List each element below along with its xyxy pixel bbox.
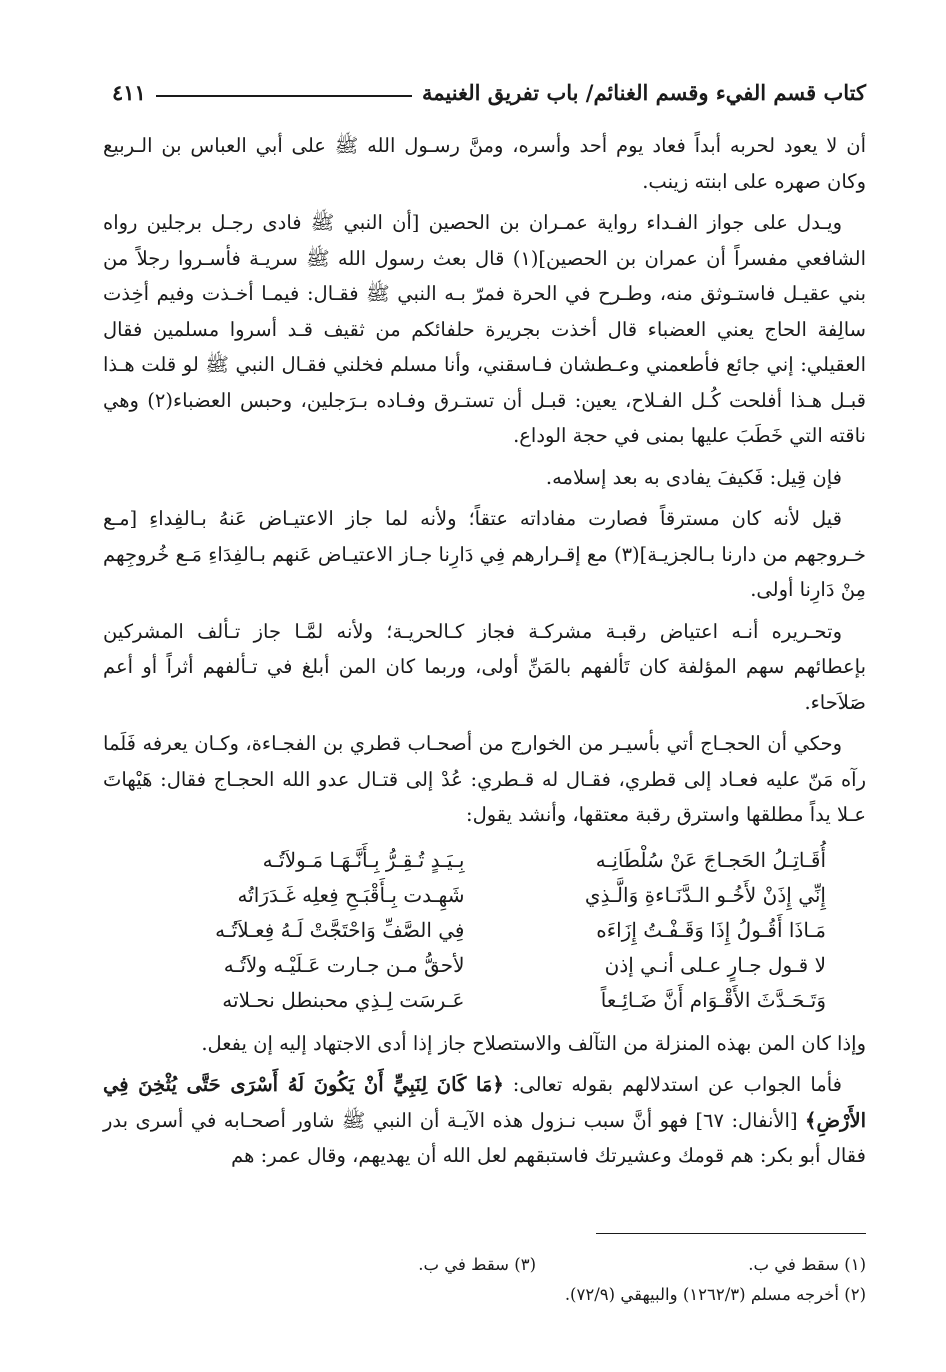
poem-second-hemistich: عَـرسَت لِـذِي محبنطل نحـلاته bbox=[222, 987, 465, 1012]
paragraph-lead: فأما الجواب عن استدلالهم بقوله تعالى: bbox=[512, 1073, 842, 1096]
poem-first-hemistich: أُقَـاتِـلُ الحَجـاجَ عَنْ سُلْطَانِـه bbox=[595, 847, 826, 872]
footnote-separator bbox=[596, 1233, 866, 1234]
footnote-1: (١) سقط في ب. bbox=[748, 1255, 866, 1274]
poem-second-hemistich: فِي الصَّفِّ وَاحْتَجَّتْ لَـهُ فِعـلاَتُـه bbox=[215, 917, 465, 942]
header-rule bbox=[156, 95, 412, 97]
header-title: كتاب قسم الفيء وقسم الغنائم/ باب تفريق الغنيمة bbox=[421, 80, 866, 105]
poem bbox=[103, 843, 866, 1018]
paragraph bbox=[103, 1067, 866, 1174]
paragraph: وإذا كان المن بهذه المنزلة من التآلف والاستصلاح جاز إذا أدى الاجتهاد إليه إن يفعل. bbox=[201, 1031, 866, 1055]
footnote-row bbox=[110, 1250, 866, 1280]
paragraph: وتحـريره أنـه اعتياض رقبـة مشركـة فجاز كـالحريـة؛ ولأنه لمَّـا جاز تـألف المشركين بإعطائهم سهم المؤلفة كان تَألفهم بالمَنِّ أولى، وربما كان المن أبلغ في تـألفهم أثراً أو أعم صَلاَحاء. bbox=[103, 619, 866, 714]
footnote-2: (٢) أخرجه مسلم (١٢٦٢/٣) والبيهقي (٧٢/٩). bbox=[564, 1285, 866, 1304]
footnote-3: (٣) سقط في ب. bbox=[418, 1255, 536, 1274]
poem-second-hemistich: شَهِـدت بِـأَقْبَـحِ فِعلِه غَـدَرَاتُه bbox=[237, 882, 465, 907]
poem-first-hemistich: إِنِّي إِذَنْ لأَخُـو الـدَّنَـاءةِ وَالَّـذِي bbox=[584, 882, 826, 907]
poem-first-hemistich: مَـاذَا أَقُـولُ إِذَا وَقَـفْـتُ إِزَاءَه bbox=[596, 917, 826, 942]
poem-first-hemistich: لا قـول جـارٍ عـلى أنـي إذن bbox=[604, 952, 826, 977]
paragraph: أن لا يعود لحربه أبداً فعاد يوم أحد وأسره، ومنَّ رسـول الله ﷺ على أبي العباس بن الـربيع وكان صهره على ابنته زينب. bbox=[103, 134, 866, 193]
paragraph: قيل لأنه كان مسترقاً فصارت مفاداته عتقاً؛ ولأنه لما جاز الاعتيـاض عَنهُ بـالفِداءِ [مـع خـروجهم من دارنا بـالجزيـة](٣) مع إقـرارهم فِي دَارِنا جـاز الاعتيـاض عَنهم بـالفِدَاءِ مَـع خُروجِهم مِنْ دَارِنا أولى. bbox=[103, 507, 866, 601]
poem-second-hemistich: لأحقُّ مـن جـارت عَـلَيْـه ولاَتُـه bbox=[223, 952, 465, 977]
paragraph: وحكي أن الحجـاج أتي بأسيـر من الخوارج من أصحـاب قطري بن الفجـاءة، وكـان يعرفه فَلَما رآه مَنّ عليه فعـاد إلى قطري، فقـال له قـطري: عُدْ إلى قتـال عدو الله الحجـاج فقال: هَيْهاتَ عـلا يداً مطلقها واسترق رقبة معتقها، وأنشد يقول: bbox=[103, 732, 866, 826]
poem-first-hemistich: وَتَـحَـدَّثَ الأَقْـوَام أَنَّ ضَـائِـعاً bbox=[600, 987, 826, 1012]
main-text bbox=[103, 128, 866, 1180]
page-number: ٤١١ bbox=[112, 80, 146, 105]
paragraph: ويـدل على جواز الفـداء رواية عمـران بن الحصين [أن النبي ﷺ فادى رجـل برجلين رواه الشافعي مفسراً أن عمران بن الحصين](١) قال بعث رسول الله ﷺ سريـة فأسـروا رجلاً من بني عقيـل فاستـوثق منه، وطـرح في الحرة فمرّ بـه النبي ﷺ فقـال: فيمـا أخـذت وفيم أخِذت سالِفة الحاج يعني العضباء قال أخذت بجريرة حلفائكم من ثقيف قـد أسروا مسلمين فقال العقيلي: إني جائع فأطعمني وعـطشان فـاسقني، وأنا مسلم فخلني فقـال النبي ﷺ لو قلت هـذا قبـل هـذا أفلحت كُـل الفـلاح، يعين: قبـل أن تستـرق وفـاده بـرَجلين، وحبس العضباء(٢) وهي ناقته التي خَطَبَ عليها بمنى في حجة الوداع. bbox=[103, 211, 867, 447]
quran-verse: ﴿مَا كَانَ لِنَبِيٍّ أَنْ يَكُونَ لَهُ أَسْرَى حَتَّى يُثْخِنَ فِي الأَرْضِ﴾ bbox=[103, 1073, 866, 1132]
paragraph-continuation: [الأنفال: ٦٧] فهو أنَّ سبب نـزول هذه الآيـة أن النبي ﷺ شاور أصحـابه في أسرى بدر فقال أبو بكر: هم قومك وعشيرتك فاستبقهم لعل الله أن يهديهم، وقال عمر: هم bbox=[103, 1108, 866, 1167]
paragraph: فإن قِيل: فَكيفَ يفادى به بعد إسلامه. bbox=[545, 465, 842, 489]
footnotes bbox=[110, 1250, 866, 1310]
running-header bbox=[112, 76, 866, 110]
poem-second-hemistich: بِـيَـدٍ تُـقِـرُّ بِـأَنَّـهَـا مَـولاَتُـه bbox=[262, 847, 465, 872]
